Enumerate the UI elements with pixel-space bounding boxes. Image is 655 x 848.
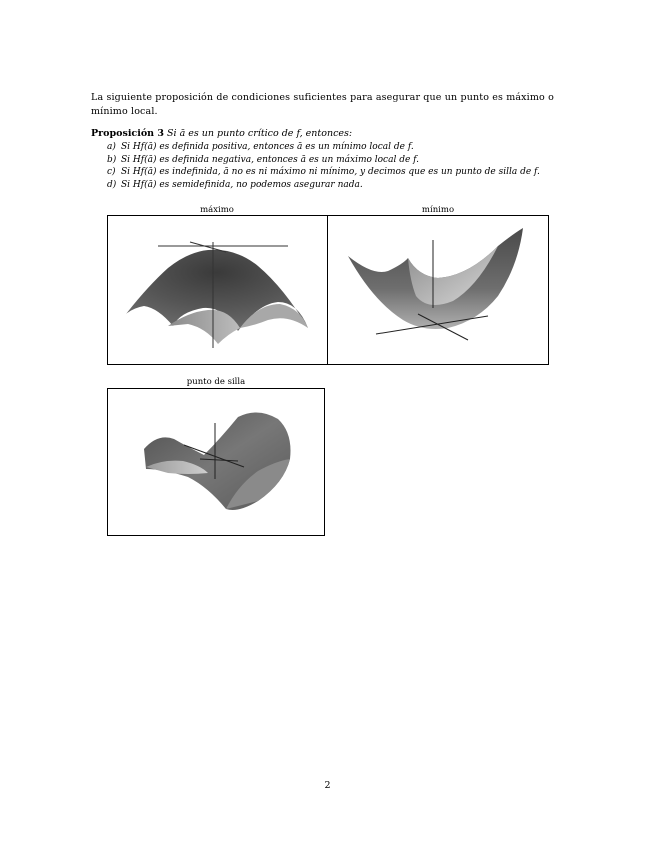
page-number: 2 [324,780,331,791]
list-item [107,154,577,167]
item-label: c) [107,167,116,178]
saddle-surface-plot [108,389,324,535]
intro-paragraph: La siguiente proposición de condiciones suficientes para asegurar que un punto es máximo o mínimo local. [91,92,554,117]
item-text: Si Hf(ā) es indefinida, ā no es ni máximo ni mínimo, y decimos que es un punto de silla de f. [121,167,540,178]
item-text: Si Hf(ā) es semidefinida, no podemos asegurar nada. [121,180,363,191]
item-text: Si Hf(ā) es definida positiva, entonces ā es un mínimo local de f. [121,142,414,152]
caption-silla: punto de silla [186,377,246,387]
caption-maximo: máximo [200,205,234,215]
proposition-items [107,141,577,192]
item-text: Si Hf(ā) es definida negativa, entonces ā es un máximo local de f. [121,154,420,165]
item-label: a) [107,142,116,152]
list-item [107,166,577,179]
figure-silla [107,388,325,536]
minimum-surface-plot [328,216,548,364]
proposition-heading [91,127,581,140]
proposition-label: Proposición 3 [91,128,164,139]
figure-maximo [107,215,328,365]
figure-minimo [327,215,549,365]
caption-minimo: mínimo [421,205,455,215]
item-label: b) [107,154,117,165]
item-label: d) [107,180,117,191]
proposition-lead: Si ā es un punto crítico de f, entonces: [167,128,353,139]
list-item [107,179,577,192]
maximum-surface-plot [108,216,327,364]
list-item [107,141,577,154]
